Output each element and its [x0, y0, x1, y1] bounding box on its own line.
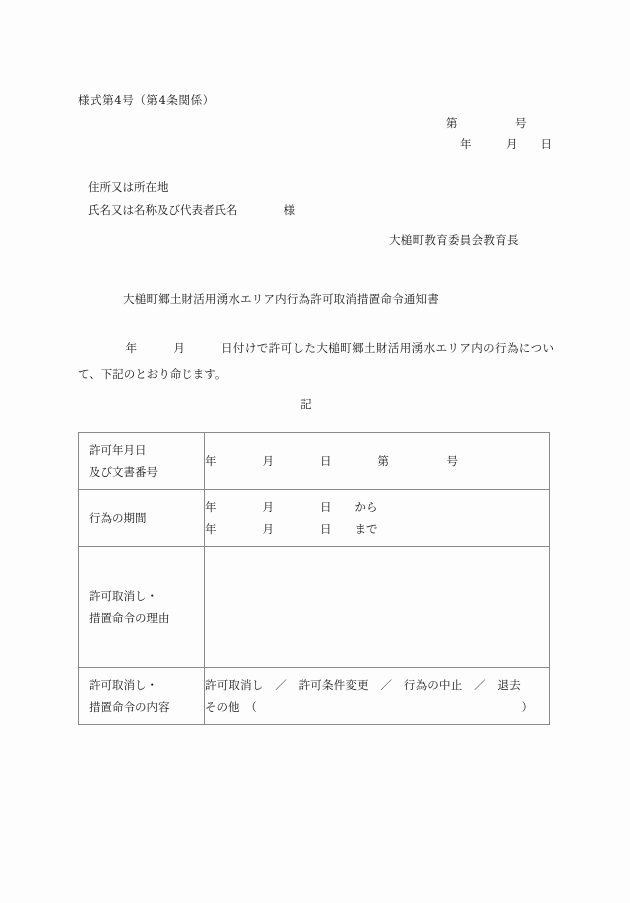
row-value-reason[interactable]	[205, 547, 550, 668]
row-value-permit-date[interactable]	[205, 433, 550, 490]
page-title: 大槌町郷土財活用湧水エリア内行為許可取消措置命令通知書	[123, 292, 439, 306]
body-indent	[78, 341, 126, 355]
issuer-name: 大槌町教育委員会教育長	[389, 233, 519, 247]
document-date-line: 年 月 日	[460, 137, 552, 151]
value-line: 年 月 日 第 号	[205, 454, 458, 468]
table-row	[79, 433, 550, 490]
label-line: 及び文書番号	[89, 465, 158, 479]
table-row	[79, 490, 550, 547]
document-number-line: 第 号	[446, 116, 527, 130]
body-sentence: 年 月 日付けで許可した大槌町郷土財活用湧水エリア内の行為について、下記のとおり命じます。	[78, 341, 555, 381]
row-label-activity-period	[79, 490, 205, 547]
row-label-permit-date	[79, 433, 205, 490]
form-number: 様式第4号（第4条関係）	[78, 93, 215, 107]
label-line: 許可年月日	[89, 443, 147, 457]
addressee-name-label: 氏名又は名称及び代表者氏名 様	[88, 203, 295, 217]
order-other-field[interactable]	[205, 696, 541, 718]
label-line: 許可取消し・	[89, 589, 158, 603]
label-line: 措置命令の理由	[89, 611, 170, 625]
order-other-close: ）	[521, 700, 533, 714]
row-label-reason	[79, 547, 205, 668]
label-line: 許可取消し・	[89, 678, 158, 692]
order-details-table	[78, 432, 550, 725]
value-line: 年 月 日 まで	[205, 522, 378, 536]
addressee-address-label: 住所又は所在地	[88, 180, 169, 194]
value-line: 年 月 日 から	[205, 500, 378, 514]
table-row	[79, 547, 550, 668]
label-line: 行為の期間	[89, 511, 147, 525]
row-value-activity-period[interactable]	[205, 490, 550, 547]
table-row	[79, 668, 550, 725]
order-options[interactable]: 許可取消し ／ 許可条件変更 ／ 行為の中止 ／ 退去	[205, 678, 521, 692]
row-label-order-content	[79, 668, 205, 725]
addressee-block	[88, 176, 295, 222]
order-other-open: その他 （	[205, 700, 257, 714]
body-paragraph	[78, 335, 554, 387]
row-value-order-content[interactable]	[205, 668, 550, 725]
label-line: 措置命令の内容	[89, 700, 170, 714]
document-meta	[446, 113, 552, 155]
ki-marker: 記	[300, 397, 312, 411]
